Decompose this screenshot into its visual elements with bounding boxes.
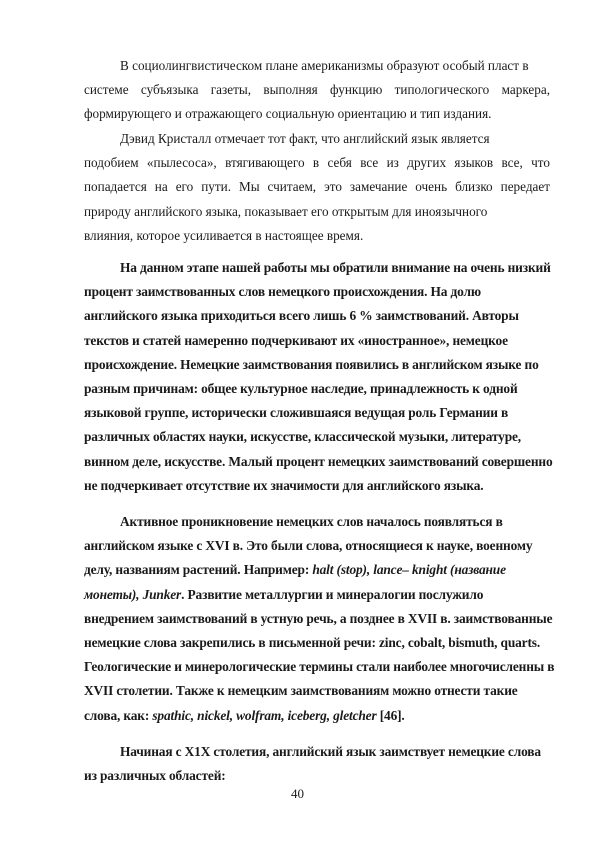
text-line: происхождение. Немецкие заимствования появились в английском языке по <box>84 356 539 372</box>
paragraph-1 <box>84 54 550 127</box>
text-line: Начиная с X1X столетия, английский язык заимствует немецкие слова <box>120 744 541 759</box>
text-line: языковой группе, исторически сложившаяся ведущая роль Германии в <box>84 405 509 421</box>
paragraph-2 <box>84 127 550 248</box>
italic-term: монеты), Junker <box>84 586 182 602</box>
text-segment: слова, как: <box>84 707 153 723</box>
text-line: системе субъязыка газеты, выполняя функцию типологического маркера, <box>84 82 550 98</box>
paragraph-5 <box>84 740 550 788</box>
text-line: текстов и статей намеренно подчеркивают их «иностранное», немецкое <box>84 332 508 348</box>
text-line: В социолингвистическом плане американизмы образуют особый пласт в <box>120 58 529 73</box>
text-line: внедрением заимствований в устную речь, а позднее в XVII в. заимствованные <box>84 610 553 626</box>
text-line <box>84 583 550 607</box>
text-line: английского языка приходиться всего лишь 6 % заимствований. Авторы <box>84 308 519 324</box>
text-line: природу английского языка, показывает его открытым для иноязычного <box>84 203 488 219</box>
italic-term: halt (stop), lance– knight (название <box>312 562 506 578</box>
text-line: разным причинам: общее культурное наследие, принадлежность к одной <box>84 380 518 396</box>
text-line: различных областях науки, искусстве, классической музыки, литературе, <box>84 429 521 445</box>
text-line <box>84 558 550 582</box>
text-line: подобием «пылесоса», втягивающего в себя все из других языков все, что <box>84 155 550 171</box>
citation: [46]. <box>376 707 405 723</box>
text-line: На данном этапе нашей работы мы обратили внимание на очень низкий <box>120 260 551 275</box>
text-line: Дэвид Кристалл отмечает тот факт, что английский язык является <box>120 131 490 146</box>
text-line: формирующего и отражающего социальную ориентацию и тип издания. <box>84 106 492 122</box>
text-line <box>84 704 550 728</box>
text-segment: . Развитие металлургии и минералогии послужило <box>181 586 484 602</box>
text-line: попадается на его пути. Мы считаем, это замечание очень близко передает <box>84 179 550 195</box>
text-line: процент заимствованных слов немецкого происхождения. На долю <box>84 284 481 300</box>
text-line: из различных областей: <box>84 768 226 784</box>
text-line: английском языке с XVI в. Это были слова, относящиеся к науке, военному <box>84 538 533 554</box>
text-segment: делу, названиям растений. Например: <box>84 562 313 578</box>
text-line: немецкие слова закрепились в письменной речи: zinc, cobalt, bismuth, quarts. <box>84 634 541 650</box>
page-number: 40 <box>291 786 304 801</box>
text-line: влияния, которое усиливается в настоящее время. <box>84 227 364 243</box>
text-line: XVII столетии. Также к немецким заимствованиям можно отнести такие <box>84 683 518 699</box>
text-line: Геологические и минерологические термины стали наиболее многочисленны в <box>84 659 555 675</box>
italic-term: spathic, nickel, wolfram, iceberg, gletcher <box>152 707 377 723</box>
text-line: не подчеркивает отсутствие их значимости для английского языка. <box>84 477 484 493</box>
paragraph-3 <box>84 256 553 498</box>
text-line: Активное проникновение немецких слов началось появляться в <box>120 514 503 529</box>
text-line: винном деле, искусстве. Малый процент немецких заимствований совершенно <box>84 453 553 469</box>
paragraph-4 <box>84 510 555 728</box>
